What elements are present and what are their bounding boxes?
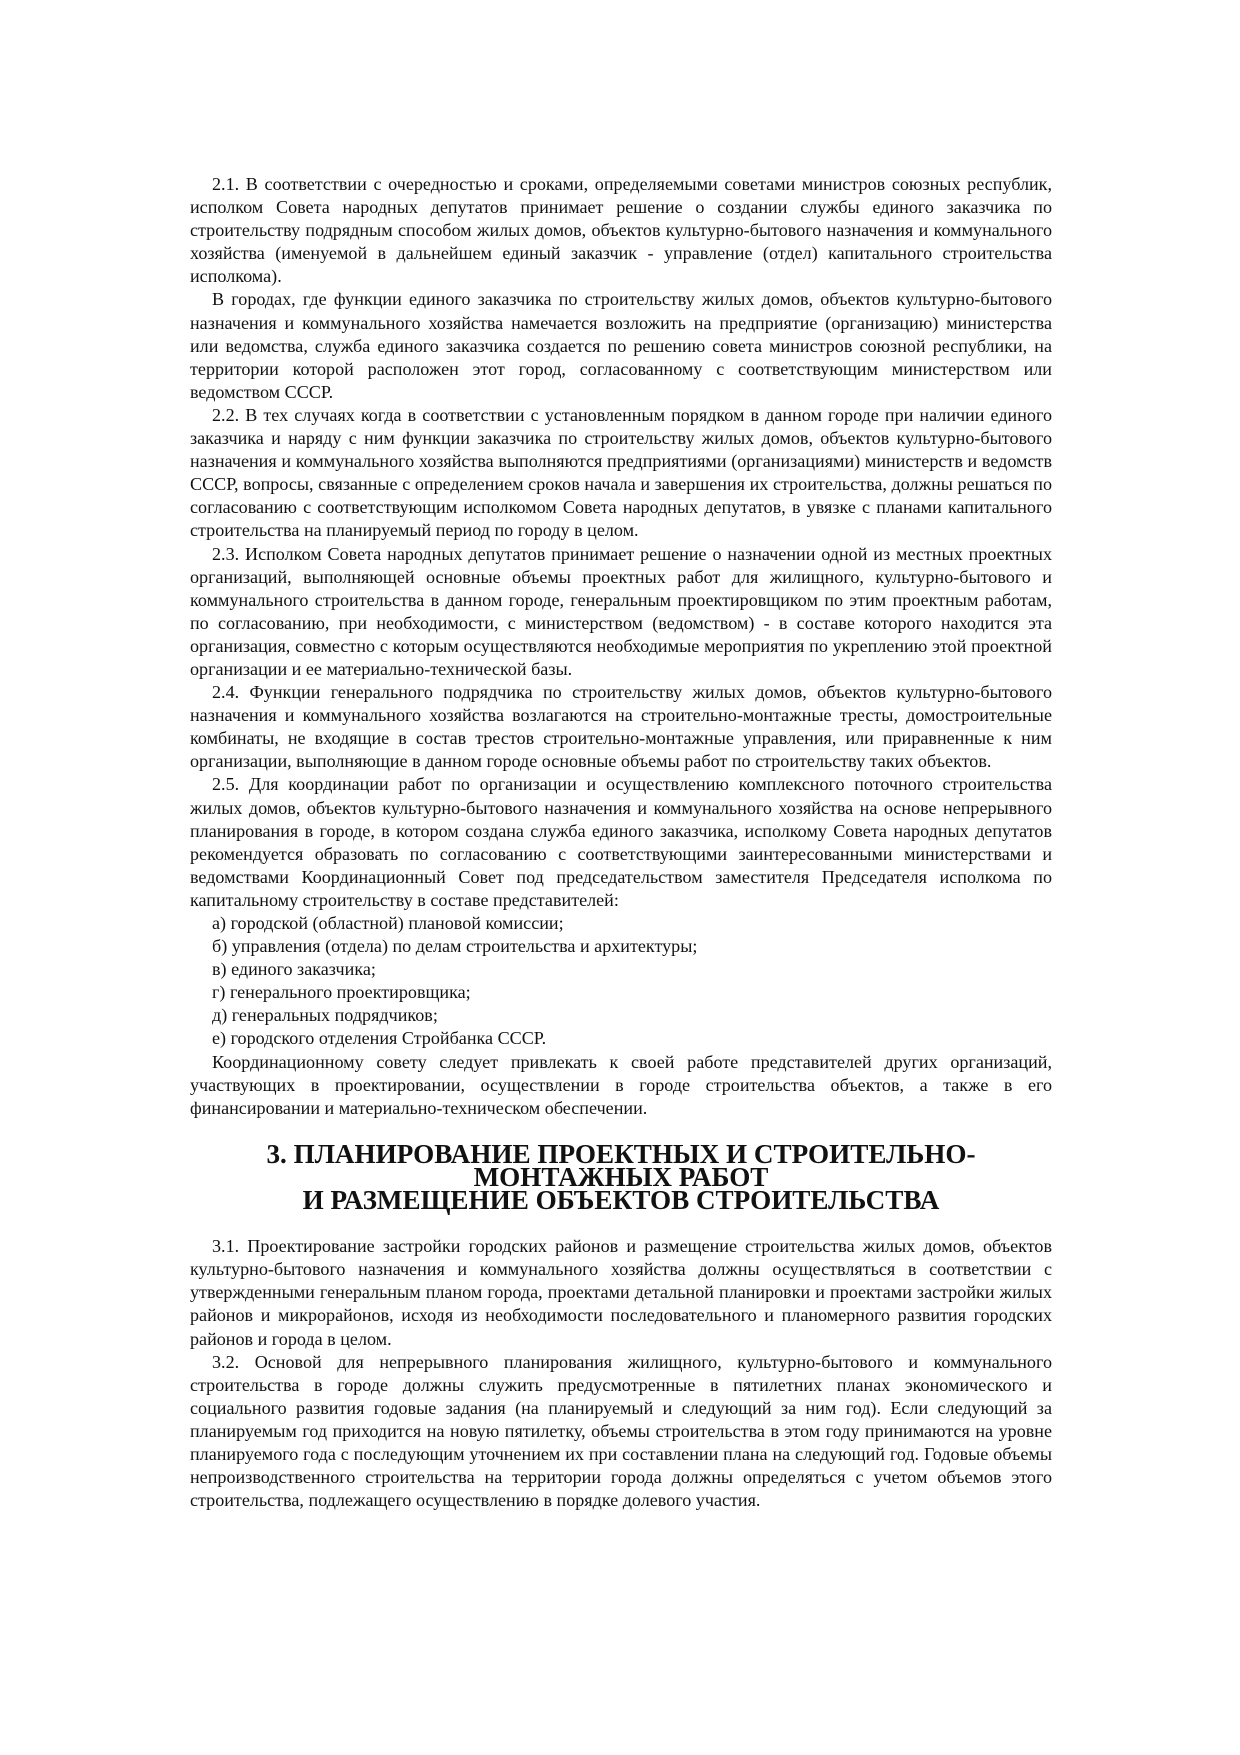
paragraph-2-1-continued: В городах, где функции единого заказчика по строительству жилых домов, объектов культурно-бытового назначения и коммунального хозяйства намечается возложить на предприятие (организацию) министерства или ведомства, служба единого заказчика создается по решению совета министров союзной республики, на территории которой расположен этот город, согласованному с соответствующим министерством или ведомством СССР. xyxy=(190,289,1052,402)
section-3-heading-line-1: 3. ПЛАНИРОВАНИЕ ПРОЕКТНЫХ И СТРОИТЕЛЬНО-МОНТАЖНЫХ РАБОТ xyxy=(266,1138,976,1192)
section-3-heading xyxy=(190,1120,1052,1235)
document-page xyxy=(190,173,1052,1512)
paragraph-3-1: 3.1. Проектирование застройки городских районов и размещение строительства жилых домов, объектов культурно-бытового назначения и коммунального хозяйства должны осуществляться в соответствии с утвержденными генеральным планом города, проектами детальной планировки и проектами застройки жилых районов и микрорайонов, исходя из необходимости последовательного и планомерного развития городских районов и города в целом. xyxy=(190,1236,1052,1349)
representatives-list xyxy=(190,912,1052,1051)
paragraph-2-5-continued: Координационному совету следует привлекать к своей работе представителей других организаций, участвующих в проектировании, осуществлении в городе строительства объектов, а также в его финансировании и материально-техническом обеспечении. xyxy=(190,1051,1052,1118)
list-item: д) генеральных подрядчиков; xyxy=(212,1005,438,1026)
list-item: е) городского отделения Стройбанка СССР. xyxy=(212,1028,547,1049)
paragraph-2-4: 2.4. Функции генерального подрядчика по строительству жилых домов, объектов культурно-бытового назначения и коммунального хозяйства возлагаются на строительно-монтажные тресты, домостроительные комбинаты, не входящие в состав трестов строительно-монтажные управления, или приравненные к ним организации, выполняющие в данном городе основные объемы работ по строительству таких объектов. xyxy=(190,682,1052,772)
list-item: г) генерального проектировщика; xyxy=(212,982,471,1003)
paragraph-2-5: 2.5. Для координации работ по организации и осуществлению комплексного поточного строительства жилых домов, объектов культурно-бытового назначения и коммунального хозяйства на основе непрерывного планирования в городе, в котором создана служба единого заказчика, исполкому Совета народных депутатов рекомендуется образовать по согласованию с соответствующими заинтересованными министерствами и ведомствами Координационный Совет под председательством заместителя Председателя исполкома по капитальному строительству в составе представителей: xyxy=(190,774,1052,910)
list-item: а) городской (областной) плановой комиссии; xyxy=(212,913,564,933)
list-item: б) управления (отдела) по делам строительства и архитектуры; xyxy=(212,936,698,957)
paragraph-2-3: 2.3. Исполком Совета народных депутатов принимает решение о назначении одной из местных проектных организаций, выполняющей основные объемы проектных работ для жилищного, культурно-бытового и коммунального строительства в данном городе, генеральным проектировщиком по этим проектным работам, по согласованию, при необходимости, с министерством (ведомством) - в составе которого находится эта организация, совместно с которым осуществляются необходимые мероприятия по укреплению этой проектной организации и ее материально-технической базы. xyxy=(190,543,1052,679)
paragraph-3-2: 3.2. Основой для непрерывного планирования жилищного, культурно-бытового и коммунального строительства в городе должны служить предусмотренные в пятилетних планах экономического и социального развития годовые задания (на планируемый и следующий за ним год). Если следующий за планируемым год приходится на новую пятилетку, объемы строительства в этом году принимаются на уровне планируемого года с последующим уточнением их при составлении плана на следующий год. Годовые объемы непроизводственного строительства на территории города должны определяться с учетом объемов этого строительства, подлежащего осуществлению в порядке долевого участия. xyxy=(190,1351,1052,1511)
paragraph-2-2: 2.2. В тех случаях когда в соответствии с установленным порядком в данном городе при наличии единого заказчика и наряду с ним функции заказчика по строительству жилых домов, объектов культурно-бытового назначения и коммунального хозяйства выполняются предприятиями (организациями) министерств и ведомств СССР, вопросы, связанные с определением сроков начала и завершения их строительства, должны решаться по согласованию с соответствующим исполкомом Совета народных депутатов, в увязке с планами капитального строительства на планируемый период по городу в целом. xyxy=(190,404,1052,541)
section-3-heading-line-2: И РАЗМЕЩЕНИЕ ОБЪЕКТОВ СТРОИТЕЛЬСТВА xyxy=(302,1185,940,1216)
list-item: в) единого заказчика; xyxy=(212,959,376,980)
paragraph-2-1: 2.1. В соответствии с очередностью и сроками, определяемыми советами министров союзных республик, исполком Совета народных депутатов принимает решение о создании службы единого заказчика по строительству подрядным способом жилых домов, объектов культурно-бытового назначения и коммунального хозяйства (именуемой в дальнейшем единый заказчик - управление (отдел) капитального строительства исполкома). xyxy=(190,174,1052,287)
